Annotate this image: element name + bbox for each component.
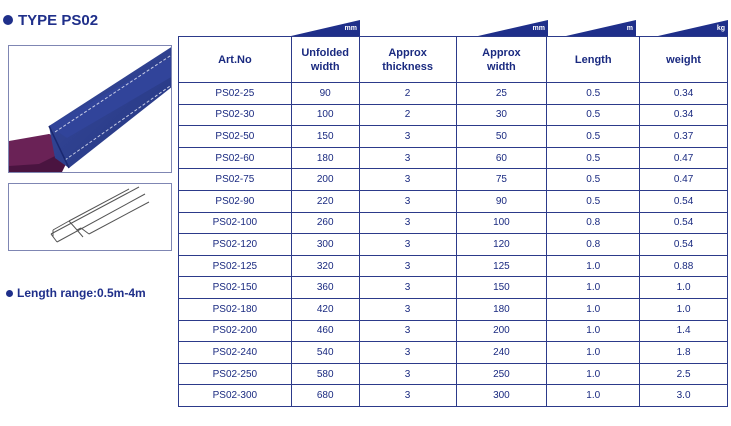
cell-length: 1.0: [547, 385, 640, 407]
cell-unfolded-width: 420: [291, 298, 359, 320]
cell-length: 1.0: [547, 255, 640, 277]
unit-label: mm: [532, 25, 545, 32]
cell-length: 1.0: [547, 277, 640, 299]
cell-unfolded-width: 300: [291, 234, 359, 256]
cell-weight: 0.88: [640, 255, 728, 277]
bullet-icon: [6, 290, 13, 297]
cell-unfolded-width: 320: [291, 255, 359, 277]
header-length: Length: [547, 37, 640, 83]
header-approx-width: Approx width: [456, 37, 547, 83]
cell-thickness: 3: [359, 298, 456, 320]
cell-width: 100: [456, 212, 547, 234]
table-row: [179, 126, 728, 148]
cell-unfolded-width: 580: [291, 363, 359, 385]
length-range-text: Length range:0.5m-4m: [17, 286, 146, 300]
length-range-note: [6, 286, 146, 300]
cell-thickness: 3: [359, 190, 456, 212]
cell-art-no: PS02-100: [179, 212, 292, 234]
cell-unfolded-width: 540: [291, 342, 359, 364]
cell-thickness: 2: [359, 104, 456, 126]
header-weight: weight: [640, 37, 728, 83]
table-row: [179, 277, 728, 299]
unit-tab-weight: [658, 20, 728, 36]
cell-art-no: PS02-250: [179, 363, 292, 385]
cell-art-no: PS02-90: [179, 190, 292, 212]
sleeve-line-drawing: [8, 183, 172, 251]
cell-unfolded-width: 260: [291, 212, 359, 234]
cell-weight: 2.5: [640, 363, 728, 385]
unit-tab-unfolded-width: [291, 20, 360, 36]
cell-width: 90: [456, 190, 547, 212]
cell-length: 0.5: [547, 83, 640, 105]
cell-width: 240: [456, 342, 547, 364]
cell-width: 30: [456, 104, 547, 126]
cell-length: 0.8: [547, 212, 640, 234]
cell-weight: 1.4: [640, 320, 728, 342]
cell-art-no: PS02-125: [179, 255, 292, 277]
table-body: [179, 83, 728, 407]
cell-weight: 0.34: [640, 104, 728, 126]
cell-thickness: 3: [359, 212, 456, 234]
cell-art-no: PS02-30: [179, 104, 292, 126]
table-row: [179, 212, 728, 234]
table-row: [179, 147, 728, 169]
cell-width: 180: [456, 298, 547, 320]
cell-unfolded-width: 220: [291, 190, 359, 212]
cell-width: 250: [456, 363, 547, 385]
table-row: [179, 169, 728, 191]
table-row: [179, 234, 728, 256]
cell-weight: 0.54: [640, 234, 728, 256]
cell-unfolded-width: 680: [291, 385, 359, 407]
cell-art-no: PS02-240: [179, 342, 292, 364]
cell-unfolded-width: 180: [291, 147, 359, 169]
cell-thickness: 3: [359, 277, 456, 299]
cell-width: 300: [456, 385, 547, 407]
cell-weight: 0.47: [640, 169, 728, 191]
cell-unfolded-width: 150: [291, 126, 359, 148]
unit-label: kg: [716, 25, 725, 32]
cell-weight: 0.54: [640, 190, 728, 212]
cell-width: 120: [456, 234, 547, 256]
table-row: [179, 83, 728, 105]
cell-art-no: PS02-75: [179, 169, 292, 191]
cell-weight: 0.54: [640, 212, 728, 234]
unit-label: mm: [344, 25, 357, 32]
cell-width: 200: [456, 320, 547, 342]
header-approx-thickness: Approx thickness: [359, 37, 456, 83]
unit-tab-length: [566, 20, 636, 36]
header-unfolded-width: Unfolded width: [291, 37, 359, 83]
cell-length: 0.5: [547, 147, 640, 169]
cell-art-no: PS02-60: [179, 147, 292, 169]
cell-width: 60: [456, 147, 547, 169]
cell-thickness: 3: [359, 126, 456, 148]
cell-thickness: 3: [359, 234, 456, 256]
cell-length: 0.5: [547, 104, 640, 126]
unit-header-strip: [178, 20, 728, 36]
cell-unfolded-width: 100: [291, 104, 359, 126]
unit-tab-approx-width: [478, 20, 548, 36]
table-row: [179, 255, 728, 277]
table-row: [179, 320, 728, 342]
cell-art-no: PS02-200: [179, 320, 292, 342]
cell-length: 1.0: [547, 363, 640, 385]
table-row: [179, 385, 728, 407]
spec-table: [178, 36, 728, 407]
cell-width: 50: [456, 126, 547, 148]
table-row: [179, 363, 728, 385]
table-row: [179, 104, 728, 126]
cell-length: 0.5: [547, 190, 640, 212]
cell-art-no: PS02-150: [179, 277, 292, 299]
table-row: [179, 342, 728, 364]
header-art-no: Art.No: [179, 37, 292, 83]
cell-thickness: 3: [359, 169, 456, 191]
cell-weight: 1.0: [640, 298, 728, 320]
unit-label: m: [626, 25, 633, 32]
cell-length: 1.0: [547, 342, 640, 364]
cell-length: 1.0: [547, 320, 640, 342]
cell-thickness: 3: [359, 385, 456, 407]
cell-weight: 0.47: [640, 147, 728, 169]
cell-thickness: 2: [359, 83, 456, 105]
page-title-block: [3, 9, 98, 31]
cell-thickness: 3: [359, 363, 456, 385]
cell-length: 0.5: [547, 126, 640, 148]
table-row: [179, 190, 728, 212]
cell-length: 0.5: [547, 169, 640, 191]
cell-width: 25: [456, 83, 547, 105]
cell-thickness: 3: [359, 342, 456, 364]
cell-thickness: 3: [359, 320, 456, 342]
cell-thickness: 3: [359, 147, 456, 169]
bullet-icon: [3, 15, 13, 25]
cell-width: 75: [456, 169, 547, 191]
cell-weight: 0.37: [640, 126, 728, 148]
cell-art-no: PS02-50: [179, 126, 292, 148]
cell-unfolded-width: 460: [291, 320, 359, 342]
sleeve-photo: [8, 45, 172, 173]
cell-weight: 1.8: [640, 342, 728, 364]
cell-art-no: PS02-25: [179, 83, 292, 105]
cell-length: 1.0: [547, 298, 640, 320]
cell-weight: 0.34: [640, 83, 728, 105]
cell-width: 125: [456, 255, 547, 277]
cell-thickness: 3: [359, 255, 456, 277]
cell-unfolded-width: 90: [291, 83, 359, 105]
cell-length: 0.8: [547, 234, 640, 256]
cell-width: 150: [456, 277, 547, 299]
table-header-row: [179, 37, 728, 83]
cell-weight: 3.0: [640, 385, 728, 407]
cell-art-no: PS02-300: [179, 385, 292, 407]
cell-unfolded-width: 200: [291, 169, 359, 191]
table-row: [179, 298, 728, 320]
cell-weight: 1.0: [640, 277, 728, 299]
cell-art-no: PS02-180: [179, 298, 292, 320]
page-title: TYPE PS02: [18, 11, 99, 29]
cell-unfolded-width: 360: [291, 277, 359, 299]
cell-art-no: PS02-120: [179, 234, 292, 256]
